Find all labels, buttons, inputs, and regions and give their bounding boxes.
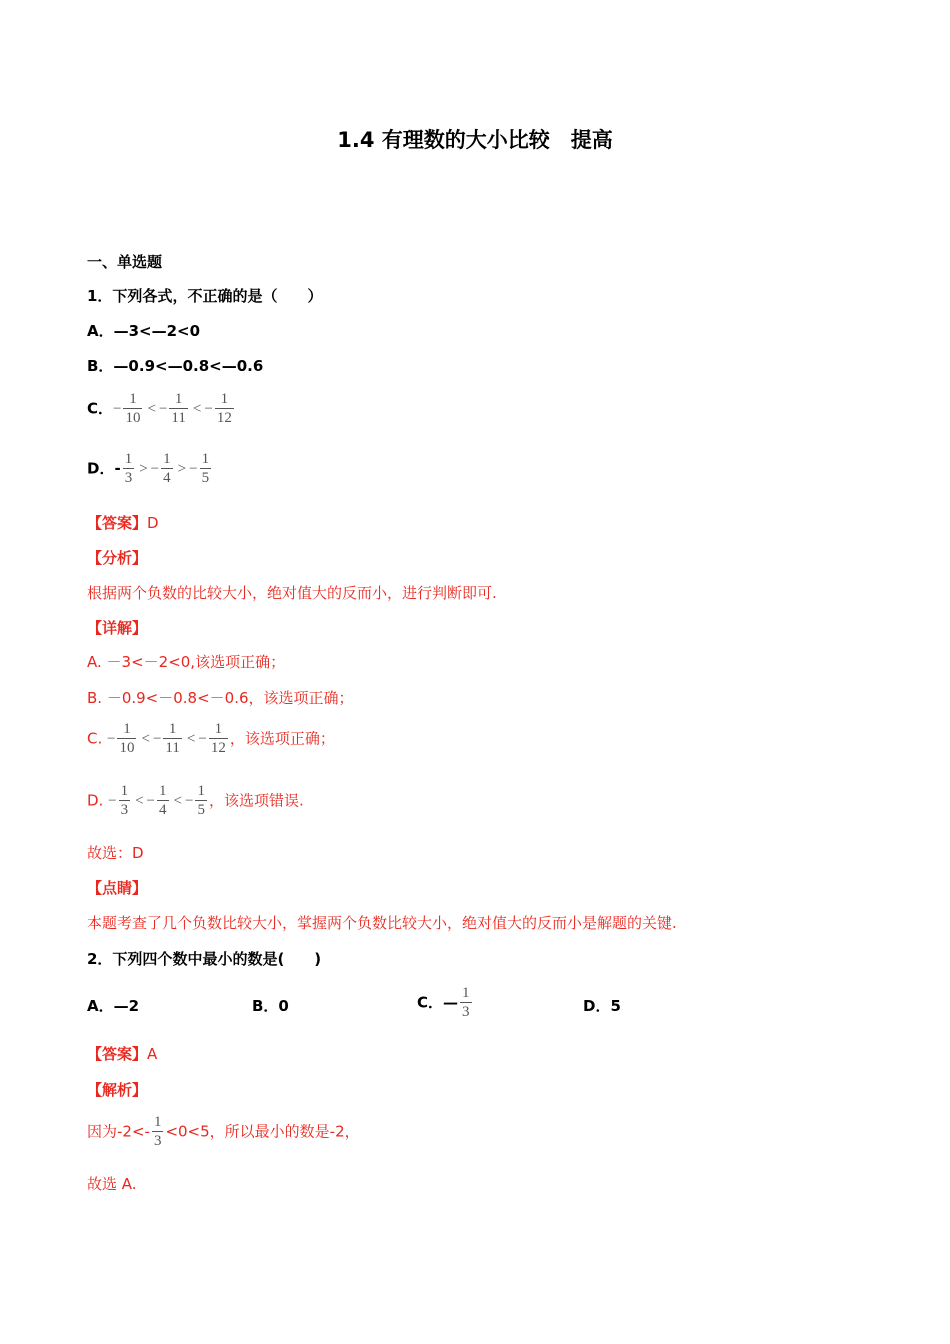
fraction: $\frac{1}{3}$ <box>462 985 470 1020</box>
minus-sign: − <box>108 792 117 809</box>
q2-option-c <box>417 984 474 1021</box>
q2-analysis-tag: 【解析】 <box>87 1081 148 1099</box>
q2-stem: 2．下列四个数中最小的数是( ) <box>87 950 322 968</box>
minus-sign: − <box>204 400 213 417</box>
page-title: 1.4 有理数的大小比较 提高 <box>337 128 613 152</box>
detail-d-suffix: ，该选项错误. <box>208 791 304 810</box>
fraction: $\frac{1}{12}$ <box>210 721 226 756</box>
fraction: $\frac{1}{3}$ <box>120 783 129 818</box>
q1-comment-text: 本题考查了几个负数比较大小，掌握两个负数比较大小，绝对值大的反而小是解题的关键. <box>87 914 677 932</box>
explain-suffix: <0<5，所以最小的数是-2， <box>165 1122 360 1141</box>
q1-detail-a: A. －3<－2<0,该选项正确； <box>87 653 286 671</box>
minus-sign: − <box>107 730 116 747</box>
q1-answer <box>87 513 159 533</box>
fraction: $\frac{1}{5}$ <box>197 783 205 818</box>
detail-c-prefix: C. <box>87 729 108 748</box>
less-than-sign: < <box>147 400 156 417</box>
fraction: $\frac{1}{11}$ <box>171 391 186 426</box>
q1-analysis-text: 根据两个负数的比较大小，绝对值大的反而小，进行判断即可. <box>87 584 497 602</box>
q1-option-c-math <box>113 390 236 427</box>
less-than-sign: < <box>141 730 150 747</box>
q1-comment-tag: 【点睛】 <box>87 879 148 897</box>
q1-option-d-math <box>121 450 213 487</box>
less-than-sign: < <box>192 400 202 417</box>
answer-value: D <box>147 514 159 532</box>
q1-detail-d-math <box>108 782 209 819</box>
q1-detail-c-math <box>107 720 230 757</box>
q2-answer <box>87 1044 157 1064</box>
less-than-sign: < <box>186 730 196 747</box>
minus-sign: − <box>152 730 162 747</box>
less-than-sign: < <box>173 792 182 809</box>
fraction: $\frac{1}{4}$ <box>163 451 171 486</box>
fraction: $\frac{1}{5}$ <box>201 451 210 486</box>
q2-explain-math <box>150 1113 166 1150</box>
answer-tag: 【答案】 <box>87 1045 148 1063</box>
section-heading: 一、单选题 <box>87 253 163 271</box>
fraction: $\frac{1}{10}$ <box>119 721 135 756</box>
q2-option-b: B．0 <box>252 997 289 1015</box>
q1-option-d-label: D．- <box>87 459 121 478</box>
q1-detail-d <box>87 782 304 819</box>
q2-option-c-math <box>458 984 474 1021</box>
greater-than-sign: > <box>177 460 187 477</box>
detail-c-suffix: ，该选项正确； <box>229 729 335 748</box>
minus-sign: − <box>184 792 194 809</box>
q1-detail-b: B. －0.9<－0.8<－0.6，该选项正确； <box>87 689 354 707</box>
q1-stem: 1．下列各式，不正确的是（ ） <box>87 287 323 305</box>
q1-option-a: A．—3<—2<0 <box>87 322 201 340</box>
minus-sign: − <box>198 730 207 747</box>
answer-value: A <box>147 1045 158 1063</box>
fraction: $\frac{1}{4}$ <box>159 783 167 818</box>
detail-d-prefix: D. <box>87 791 109 810</box>
explain-prefix: 因为-2<- <box>87 1122 150 1141</box>
greater-than-sign: > <box>139 460 148 477</box>
fraction: $\frac{1}{3}$ <box>124 451 133 486</box>
fraction: $\frac{1}{10}$ <box>125 391 141 426</box>
q2-explain <box>87 1113 360 1150</box>
q1-option-c-label: C． <box>87 399 114 418</box>
minus-sign: − <box>146 792 155 809</box>
answer-tag: 【答案】 <box>87 514 148 532</box>
q1-option-d <box>87 450 213 487</box>
minus-sign: − <box>150 460 160 477</box>
fraction: $\frac{1}{11}$ <box>165 721 180 756</box>
fraction: $\frac{1}{12}$ <box>216 391 232 426</box>
minus-sign: − <box>158 400 168 417</box>
q1-option-c <box>87 390 236 427</box>
q2-option-a: A．—2 <box>87 997 140 1015</box>
q2-option-c-label: C．— <box>417 993 459 1012</box>
fraction: $\frac{1}{3}$ <box>153 1114 162 1149</box>
minus-sign: − <box>189 460 198 477</box>
q1-detail-tag: 【详解】 <box>87 619 148 637</box>
q1-choose: 故选：D <box>87 844 144 862</box>
q1-analysis-tag: 【分析】 <box>87 549 148 567</box>
q1-option-b: B．—0.9<—0.8<—0.6 <box>87 357 264 375</box>
q2-option-d: D．5 <box>583 997 621 1015</box>
minus-sign: − <box>113 400 122 417</box>
q1-detail-c <box>87 720 335 757</box>
q2-choose: 故选 A. <box>87 1175 137 1193</box>
less-than-sign: < <box>135 792 144 809</box>
